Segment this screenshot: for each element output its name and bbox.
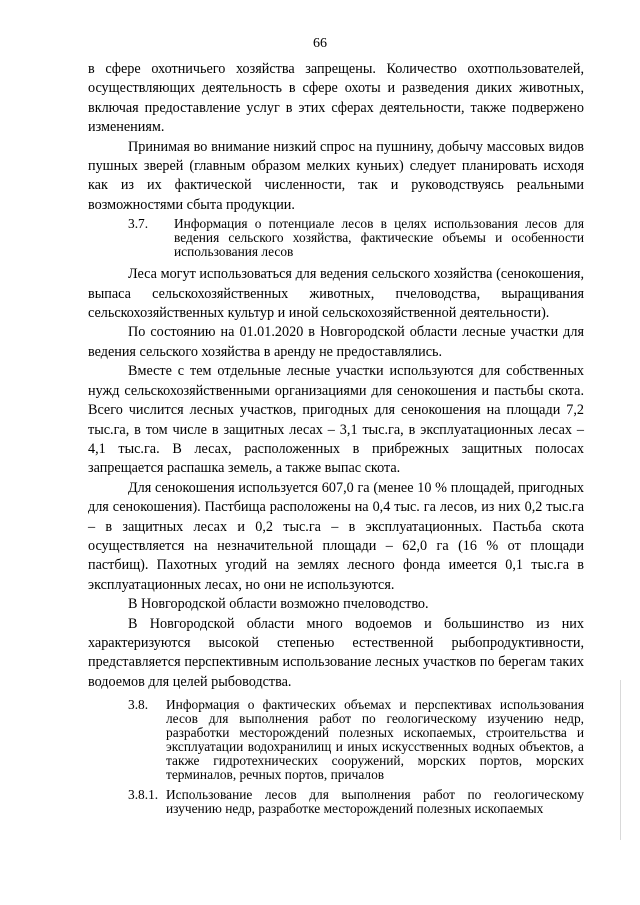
paragraph-fur-demand: Принимая во внимание низкий спрос на пушнину, добычу массовых видов пушных зверей (главным образом мелких куньих) следует планировать исходя как из их фактической численности, так и руководствуясь реальными возможностями сбыта продукции.	[88, 138, 584, 213]
paragraph-agriculture-uses: Леса могут использоваться для ведения сельского хозяйства (сенокошения, выпаса сельскохозяйственных животных, пчеловодства, выращивания сельскохозяйственных культур и иной сельскохозяйственной деятельности).	[88, 266, 584, 322]
paragraph-haymaking-areas: Вместе с тем отдельные лесные участки используются для собственных нужд сельскохозяйственными организациями для сенокошения и пастьбы скота. Всего числится лесных участков, пригодных для сенокошения на площади 7,2 тыс.га, в том числе в защитных лесах – 3,1 тыс.га, в эксплуатационных лесах – 4,1 тыс.га. В лесах, расположенных в прибрежных защитных полосах запрещается распашка земель, а также выпас скота.	[88, 363, 584, 477]
section-title: Использование лесов для выполнения работ по геологическому изучению недр, разработке месторождений полезных ископаемых	[166, 787, 584, 817]
section-heading-3-7	[88, 217, 584, 259]
scan-margin-line	[620, 680, 621, 840]
section-heading-3-8	[88, 698, 584, 782]
paragraph-haymaking-stats: Для сенокошения используется 607,0 га (менее 10 % площадей, пригодных для сенокошения). Пастбища расположены на 0,4 тыс. га лесов, из них 0,2 тыс.га – в защитных лесах и 0,2 тыс.га – в эксплуатационных. Пастьба скота осуществляется на незначительной площади – 62,0 га (16 % от площади пастбищ). Пахотных угодий на землях лесного фонда имеется 0,1 тыс.га в эксплуатационных лесах, но они не используются.	[88, 479, 584, 593]
paragraph-fish-farming: В Новгородской области много водоемов и большинство из них характеризуются высокой степенью естественной рыбопродуктивности, представляется перспективным использование лесных участков по берегам таких водоемов для целей рыбоводства.	[88, 615, 584, 690]
section-title: Информация о потенциале лесов в целях использования лесов для ведения сельского хозяйства, фактические объемы и особенности использования лесов	[174, 216, 584, 260]
section-title: Информация о фактических объемах и перспективах использования лесов для выполнения работ по геологическому изучению недр, разработки месторождений полезных ископаемых, строительства и эксплуатации водохранилищ и иных искусственных водных объектов, а также гидротехнических сооружений, морских портов, морских терминалов, речных портов, причалов	[166, 697, 584, 783]
section-number: 3.8.1.	[128, 787, 159, 803]
section-number: 3.7.	[128, 216, 149, 232]
page-number: 66	[313, 36, 327, 51]
paragraph-beekeeping: В Новгородской области возможно пчеловодство.	[128, 596, 429, 613]
document-body	[88, 60, 584, 816]
paragraph-lease-status: По состоянию на 01.01.2020 в Новгородской области лесные участки для ведения сельского хозяйства в аренду не предоставлялись.	[88, 324, 584, 360]
section-number: 3.8.	[128, 697, 149, 713]
section-heading-3-8-1	[88, 788, 584, 816]
paragraph-hunting-continued: в сфере охотничьего хозяйства запрещены. Количество охотпользователей, осуществляющих деятельность в сфере охоты и разведения диких животных, включая предоставление услуг в этих сферах деятельности, также подвержено изменениям.	[88, 61, 584, 136]
